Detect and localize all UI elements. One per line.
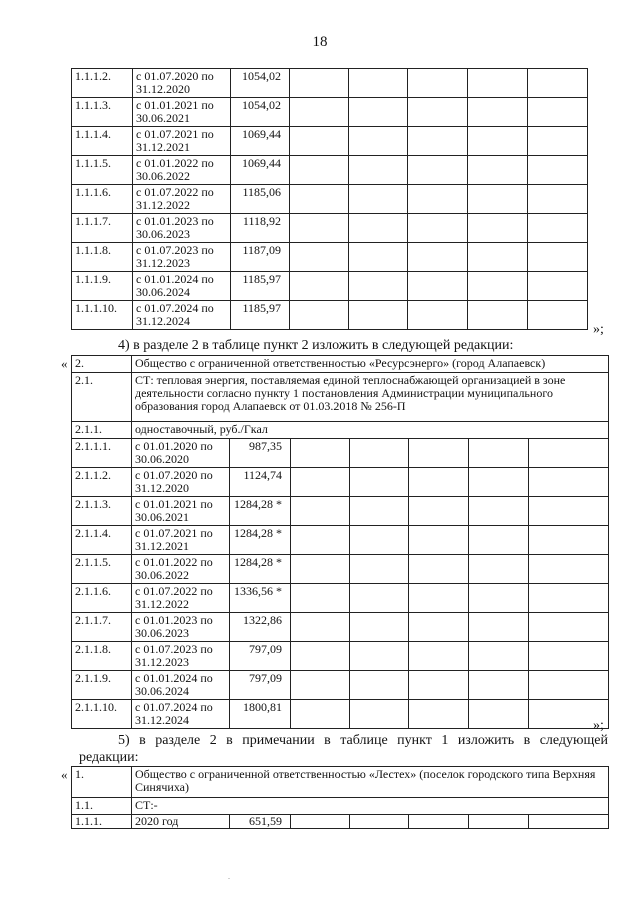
row-value: 797,09 — [230, 642, 291, 671]
empty-cell — [291, 468, 350, 497]
bottom-dot: . — [228, 872, 230, 881]
empty-cell — [349, 214, 408, 243]
row-code: 1.1.1.7. — [72, 214, 133, 243]
row-period: с 01.07.2020 по 31.12.2020 — [132, 468, 230, 497]
row-code: 1.1.1.6. — [72, 185, 133, 214]
empty-cell — [469, 613, 529, 642]
row-period: с 01.07.2022 по 31.12.2022 — [133, 185, 231, 214]
empty-cell — [529, 671, 609, 700]
empty-cell — [529, 613, 609, 642]
row-period: с 01.07.2024 по 31.12.2024 — [133, 301, 231, 330]
empty-cell — [408, 301, 468, 330]
empty-cell — [469, 497, 529, 526]
empty-cell — [528, 272, 588, 301]
empty-cell — [409, 671, 469, 700]
table-row — [72, 185, 588, 214]
empty-cell — [469, 584, 529, 613]
row-period: с 01.01.2021 по 30.06.2021 — [132, 497, 230, 526]
empty-cell — [529, 497, 609, 526]
row-code: 1.1.1.5. — [72, 156, 133, 185]
row-code: 2.1.1.8. — [72, 642, 132, 671]
table-row — [72, 642, 609, 671]
empty-cell — [290, 185, 349, 214]
empty-cell — [408, 214, 468, 243]
empty-cell — [469, 642, 529, 671]
row-code: 1.1.1.2. — [72, 69, 133, 98]
empty-cell — [350, 555, 409, 584]
empty-cell — [350, 671, 409, 700]
empty-cell — [528, 243, 588, 272]
table-row — [72, 243, 588, 272]
empty-cell — [469, 815, 529, 829]
table2-sub-text: СТ: тепловая энергия, поставляемая единой теплоснабжающей организацией в зоне деятельности согласно пункту 1 постановления Администрации муниципального образования город Алапаевск от 01.03.2018 № 256-П — [132, 373, 609, 422]
empty-cell — [529, 439, 609, 468]
empty-cell — [468, 156, 528, 185]
table2-header-code: 2. — [72, 356, 132, 373]
table-row — [72, 127, 588, 156]
table-row — [72, 700, 609, 729]
empty-cell — [528, 98, 588, 127]
empty-cell — [290, 98, 349, 127]
empty-cell — [350, 497, 409, 526]
empty-cell — [290, 127, 349, 156]
empty-cell — [290, 214, 349, 243]
row-period: с 01.01.2020 по 30.06.2020 — [132, 439, 230, 468]
empty-cell — [468, 127, 528, 156]
empty-cell — [528, 69, 588, 98]
empty-cell — [529, 526, 609, 555]
empty-cell — [528, 127, 588, 156]
empty-cell — [409, 815, 469, 829]
empty-cell — [291, 584, 350, 613]
row-value: 1124,74 — [230, 468, 291, 497]
row-code: 1.1.1.8. — [72, 243, 133, 272]
row-value: 1322,86 — [230, 613, 291, 642]
row-code: 2.1.1.1. — [72, 439, 132, 468]
row-period: с 01.01.2023 по 30.06.2023 — [133, 214, 231, 243]
empty-cell — [469, 700, 529, 729]
empty-cell — [291, 526, 350, 555]
empty-cell — [291, 642, 350, 671]
row-period: с 01.07.2023 по 31.12.2023 — [132, 642, 230, 671]
row-code: 1.1.1.9. — [72, 272, 133, 301]
row-period: с 01.01.2023 по 30.06.2023 — [132, 613, 230, 642]
row-period: с 01.01.2021 по 30.06.2021 — [133, 98, 231, 127]
row-value: 1069,44 — [231, 127, 290, 156]
empty-cell — [290, 156, 349, 185]
row-value: 651,59 — [230, 815, 291, 829]
empty-cell — [349, 243, 408, 272]
empty-cell — [409, 613, 469, 642]
empty-cell — [349, 156, 408, 185]
empty-cell — [468, 69, 528, 98]
row-code: 2.1.1.6. — [72, 584, 132, 613]
empty-cell — [409, 584, 469, 613]
table1-end-mark: »; — [593, 322, 604, 337]
row-value: 1284,28 * — [230, 526, 291, 555]
row-code: 2.1.1.9. — [72, 671, 132, 700]
row-period: с 01.07.2021 по 31.12.2021 — [133, 127, 231, 156]
empty-cell — [290, 243, 349, 272]
empty-cell — [469, 526, 529, 555]
empty-cell — [350, 700, 409, 729]
row-code: 2.1.1.10. — [72, 700, 132, 729]
table-row — [72, 214, 588, 243]
table2-end-mark: »; — [593, 718, 604, 733]
empty-cell — [409, 468, 469, 497]
empty-cell — [290, 69, 349, 98]
table-row — [72, 301, 588, 330]
table2-sub-code: 2.1. — [72, 373, 132, 422]
empty-cell — [469, 555, 529, 584]
empty-cell — [350, 613, 409, 642]
row-period: с 01.01.2024 по 30.06.2024 — [132, 671, 230, 700]
empty-cell — [350, 526, 409, 555]
table3-header-text: Общество с ограниченной ответственностью «Лестех» (поселок городского типа Верхняя Синячиха) — [132, 767, 609, 798]
table3-sub-code: 1.1. — [72, 798, 132, 815]
empty-cell — [349, 185, 408, 214]
empty-cell — [409, 526, 469, 555]
empty-cell — [290, 301, 349, 330]
row-value: 1054,02 — [231, 98, 290, 127]
row-code: 1.1.1.3. — [72, 98, 133, 127]
empty-cell — [469, 468, 529, 497]
empty-cell — [291, 555, 350, 584]
empty-cell — [409, 497, 469, 526]
row-value: 987,35 — [230, 439, 291, 468]
table2-open-quote: « — [61, 356, 68, 371]
table-row — [72, 671, 609, 700]
empty-cell — [408, 272, 468, 301]
empty-cell — [468, 214, 528, 243]
paragraph-5-line-1: 5) в разделе 2 в примечании в таблице пункт 1 изложить в следующей — [118, 733, 608, 748]
empty-cell — [349, 127, 408, 156]
table2-sub2-code: 2.1.1. — [72, 422, 132, 439]
empty-cell — [409, 700, 469, 729]
row-period: 2020 год — [132, 815, 230, 829]
table-row — [72, 69, 588, 98]
tariff-table-1 — [71, 68, 588, 330]
row-period: с 01.07.2022 по 31.12.2022 — [132, 584, 230, 613]
empty-cell — [529, 584, 609, 613]
empty-cell — [291, 497, 350, 526]
table-row — [72, 526, 609, 555]
empty-cell — [349, 69, 408, 98]
row-value: 1284,28 * — [230, 555, 291, 584]
empty-cell — [291, 613, 350, 642]
row-value: 1185,06 — [231, 185, 290, 214]
row-code: 2.1.1.2. — [72, 468, 132, 497]
empty-cell — [408, 243, 468, 272]
row-value: 1187,09 — [231, 243, 290, 272]
row-value: 1069,44 — [231, 156, 290, 185]
row-period: с 01.01.2022 по 30.06.2022 — [132, 555, 230, 584]
empty-cell — [350, 642, 409, 671]
empty-cell — [291, 439, 350, 468]
table-row — [72, 584, 609, 613]
table-row — [72, 497, 609, 526]
empty-cell — [350, 439, 409, 468]
empty-cell — [291, 815, 350, 829]
tariff-table-2 — [71, 355, 609, 729]
empty-cell — [408, 127, 468, 156]
empty-cell — [408, 156, 468, 185]
empty-cell — [350, 468, 409, 497]
row-period: с 01.07.2020 по 31.12.2020 — [133, 69, 231, 98]
empty-cell — [468, 98, 528, 127]
empty-cell — [409, 642, 469, 671]
row-period: с 01.01.2024 по 30.06.2024 — [133, 272, 231, 301]
empty-cell — [528, 185, 588, 214]
empty-cell — [291, 671, 350, 700]
empty-cell — [350, 584, 409, 613]
empty-cell — [529, 815, 609, 829]
empty-cell — [469, 439, 529, 468]
empty-cell — [349, 98, 408, 127]
table3-open-quote: « — [61, 767, 68, 782]
row-value: 1284,28 * — [230, 497, 291, 526]
table-row — [72, 468, 609, 497]
empty-cell — [528, 301, 588, 330]
row-code: 1.1.1.10. — [72, 301, 133, 330]
tariff-table-3 — [71, 766, 609, 829]
page-number: 18 — [312, 34, 328, 50]
row-value: 1185,97 — [231, 272, 290, 301]
empty-cell — [408, 185, 468, 214]
table2-header-text: Общество с ограниченной ответственностью «Ресурсэнерго» (город Алапаевск) — [132, 356, 609, 373]
empty-cell — [468, 272, 528, 301]
table-row — [72, 555, 609, 584]
paragraph-4: 4) в разделе 2 в таблице пункт 2 изложить в следующей редакции: — [118, 338, 514, 353]
empty-cell — [349, 272, 408, 301]
empty-cell — [408, 98, 468, 127]
row-value: 1118,92 — [231, 214, 290, 243]
table2-sub2-text: одноставочный, руб./Гкал — [132, 422, 609, 439]
row-code: 1.1.1. — [72, 815, 132, 829]
table3-header-code: 1. — [72, 767, 132, 798]
empty-cell — [409, 555, 469, 584]
row-value: 1185,97 — [231, 301, 290, 330]
table-row — [72, 272, 588, 301]
table-row — [72, 815, 609, 829]
empty-cell — [349, 301, 408, 330]
empty-cell — [409, 439, 469, 468]
empty-cell — [528, 156, 588, 185]
paragraph-5-line-2: редакции: — [79, 750, 139, 765]
row-value: 1800,81 — [230, 700, 291, 729]
empty-cell — [290, 272, 349, 301]
empty-cell — [528, 214, 588, 243]
row-period: с 01.07.2023 по 31.12.2023 — [133, 243, 231, 272]
row-period: с 01.07.2021 по 31.12.2021 — [132, 526, 230, 555]
empty-cell — [529, 642, 609, 671]
table-row — [72, 98, 588, 127]
empty-cell — [469, 671, 529, 700]
empty-cell — [468, 301, 528, 330]
empty-cell — [529, 468, 609, 497]
table-row — [72, 613, 609, 642]
row-value: 1336,56 * — [230, 584, 291, 613]
empty-cell — [350, 815, 409, 829]
empty-cell — [291, 700, 350, 729]
empty-cell — [468, 185, 528, 214]
empty-cell — [529, 555, 609, 584]
table3-sub-text: СТ:- — [132, 798, 609, 815]
row-code: 2.1.1.3. — [72, 497, 132, 526]
row-value: 1054,02 — [231, 69, 290, 98]
table-row — [72, 156, 588, 185]
empty-cell — [468, 243, 528, 272]
row-value: 797,09 — [230, 671, 291, 700]
empty-cell — [408, 69, 468, 98]
table-row — [72, 439, 609, 468]
row-code: 2.1.1.5. — [72, 555, 132, 584]
row-code: 1.1.1.4. — [72, 127, 133, 156]
row-code: 2.1.1.4. — [72, 526, 132, 555]
row-period: с 01.01.2022 по 30.06.2022 — [133, 156, 231, 185]
row-period: с 01.07.2024 по 31.12.2024 — [132, 700, 230, 729]
row-code: 2.1.1.7. — [72, 613, 132, 642]
